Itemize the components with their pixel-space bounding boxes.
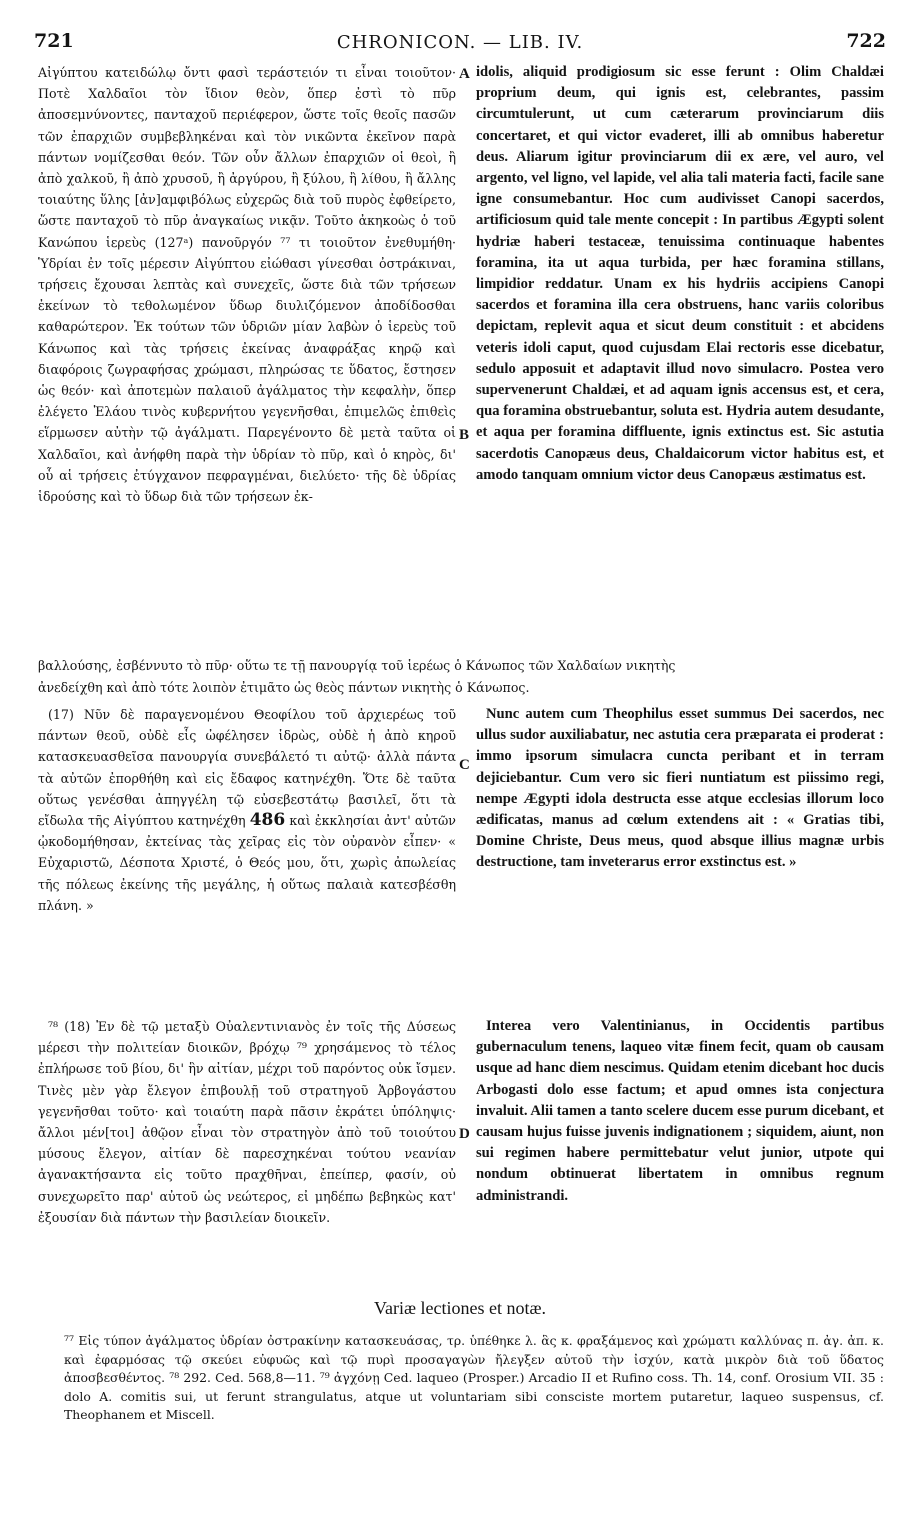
greek-paragraph-1: Αἰγύπτου κατειδώλῳ ὄντι φασὶ τεράστειόν τι εἶναι τοιοῦτον· Ποτὲ Χαλδαῖοι τὸν ἴδιον θεὸν, ὅπερ ἐστὶ τὸ πῦρ ἀποσεμνύνοντες, πανταχοῦ περιέφερον, ὥστε τοῖς θεοῖς πασῶν τῶν ἐπαρχιῶν συμβεβληκέναι καὶ τὸν νικῶντα ἐκεῖνον παρὰ πάντων νομίζεσθαι θεόν. Τῶν οὖν ἄλλων ἐπαρχιῶν οἱ θεοὶ, ἢ ἀπὸ χαλκοῦ, ἢ ἀπὸ χρυσοῦ, ἢ ἀργύρου, ἢ ξύλου, ἢ λίθου, ἢ ἄλλης τοιαύτης ὕλης [ἀν]αμφιβόλως εὐχερῶς διὰ τοῦ πυρὸς ἐφθείρετο, ὥστε πανταχοῦ τὸ πῦρ ἀναγκαίως νικᾷν. Τοῦτο ἀκηκοὼς ὁ τοῦ Κανώπου ἱερεὺς (127ᵃ) πανοῦργόν ⁷⁷ τι τοιοῦτον ἐνεθυμήθη· Ὑδρίαι ἐν τοῖς μέρεσιν Αἰγύπτου εἰώθασι γίνεσθαι ὀστράκιναι, τρήσεις ἔχουσαι λεπτὰς καὶ συνεχεῖς, ὥστε διὰ τῶν τρήσεων ἐκείνων τὸ τεθολωμένον ὕδωρ διυλιζόμενον ἀποδίδοσθαι καθαρώτερον. Ἐκ τούτων τῶν ὑδριῶν μίαν λαβὼν ὁ ἱερεὺς τοῦ Κάνωπος καὶ τὰς τρήσεις ἐκείνας ἀναφράξας κηρῷ καὶ διαφόροις ζωγραφήσας χρώμασι, πληρώσας τε ὕδατος, ἔστησεν ὡς θεόν· καὶ ἀποτεμὼν παλαιοῦ ἀγάλματος τὴν κεφαλὴν, ὅπερ ἐλέγετο Ἐλάου τινὸς κυβερνήτου γεγενῆσθαι, ἐπιμελῶς ἐπιθεὶς εἵρμωσεν αὐτὴν τῷ ἀγάλματι. Παρεγένοντο δὲ μετὰ ταῦτα οἱ Χαλδαῖοι, καὶ ἀνήφθη παρὰ τὴν ὑδρίαν τὸ πῦρ, καὶ ὁ κηρὸς, δι' οὗ αἱ τρήσεις ἐτύγχανον πεφραγμέναι, διελύετο· τῆς δὲ ὑδρίας ἱδρούσης καὶ τὸ ὕδωρ διὰ τῶν τρήσεων ἐκ- bbox=[38, 65, 456, 505]
greek-span-line-2: ἀνεδείχθη καὶ ἀπὸ τότε λοιπὸν ἐτιμᾶτο ὡς θεὸς πάντων νικητὴς ὁ Κάνωπος. bbox=[38, 680, 530, 695]
greek-column-block-1 bbox=[38, 62, 456, 507]
latin-paragraph-1: idolis, aliquid prodigiosum sic esse ferunt : Olim Chaldæi proprium deum, qui ignis est, celebrantes, passim circumtulerunt, ut cum cæterarum provinciarum diis concertaret, et qui victor evaderet, illi ab omnibus haberetur deus. Aliarum igitur provinciarum dii ex ære, vel auro, vel argento, vel ligno, vel lapide, vel alia tali materia facti, facile sane igne consumebantur. Hoc cum audivisset Canopi sacerdos, artificiosum quid tale mente concepit : In partibus Ægypti solent hydriæ haberi testaceæ, tenuissima continuaque habentes foramina, ita ut aqua turbida, per hæc foramina stillans, limpidior reddatur. Unam ex his hydriis accipiens Canopi sacerdos et foramina illa cera obstruens, hanc variis coloribus depictam, replevit aqua et sicut deum constituit : et abcidens veteris idoli caput, quod cujusdam Elai rectoris esse dicebatur, sedulo apposuit et adaptavit illud novo simulacro. Postea vero supervenerunt Chaldæi, et ad aquam ignis accensus est, et cera, qua foramina obstruebantur, soluta est. Hydria autem desudante, et aqua per foramina diffluente, ignis extinctus est. Sic astutia sacerdotis Canopæus deus, Chaldaicorum victor habitus est, et amodo tanquam omnium victor deus Canopæus æstimatus est. bbox=[476, 64, 884, 483]
margin-marker-b: B bbox=[459, 427, 470, 443]
latin-column-block-2 bbox=[476, 704, 884, 874]
greek-column-block-2 bbox=[38, 704, 456, 916]
greek-paragraph-2a: (17) Νῦν δὲ παραγενομένου Θεοφίλου τοῦ ἀρχιερέως τοῦ πάντων θεοῦ, οὐδὲ εἷς ὠφέλησεν ἱδρὼς, οὐδὲ ἡ ἀπὸ κηροῦ κατασκευασθεῖσα πανουργία συνεβάλετό τι αὐτῷ· ἀλλὰ πάντα τὰ αὐτῶν ἐπορθήθη καὶ εἰς ἔδαφος κατηνέχθη. Ὅτε δὲ ταῦτα οὕτως γενέσθαι ἀπηγγέλη τῷ εὐσεβεστάτῳ βασιλεῖ, ὅτι τὰ εἴδωλα τῆς Αἰγύπτου κατηνέχθη bbox=[38, 707, 456, 829]
greek-paragraph-3: ⁷⁸ (18) Ἐν δὲ τῷ μεταξὺ Οὐαλεντινιανὸς ἐν τοῖς τῆς Δύσεως μέρεσι τὴν πολιτείαν διοικῶν, βρόχῳ ⁷⁹ χρησάμενος τὸ τέλος ἐπλήρωσε τοῦ βίου, δι' ἣν αἰτίαν, μέχρι τοῦ παρόντος οὐκ ἴσμεν. Τινὲς μὲν γὰρ ἔλεγον ἐπιβουλῇ τοῦ στρατηγοῦ Ἀρβογάστου γεγενῆσθαι τοῦτο· καὶ τοιαύτη παρὰ πᾶσιν ἐκράτει ὑπόληψις· ἄλλοι μέν[τοι] ἀθῷον εἶναι τὸν στρατηγὸν ἀπὸ τοῦ τοιούτου μύσους ἔλεγον, αἰτίαν δὲ παρεσχηκέναι τούτου νεανίαν ἀγανακτήσαντα εἰς τοῦτο πραχθῆναι, ἐπείπερ, φασίν, οὐ συνεχωρεῖτο παρ' αὐτοῦ ὡς νεώτερος, εἰ μηδέπω βεβηκὼς κατ' ἐξουσίαν διὰ πάντων τὴν βασιλείαν διοικεῖν. bbox=[38, 1019, 456, 1225]
latin-paragraph-2: Nunc autem cum Theophilus esset summus Dei sacerdos, nec ullus sudor auxiliabatur, nec astutia cera præparata ei proderat : immo ipsorum simulacra cuncta peribant et in terram dejiciebantur. Cum vero sic fieri nuntiatum est piissimo regi, nempe Ægypti idola destructa esse atque ecclesias illorum loco ædificatas, manus ad cœlum extendens ait : « Gratias tibi, Domine Christe, Deus meus, quod absque illius magnæ urbis destructione, tam inveterarus error exstinctus est. » bbox=[476, 706, 884, 871]
page-number-right: 722 bbox=[846, 30, 886, 52]
notes-title: Variæ lectiones et notæ. bbox=[374, 1298, 546, 1318]
page-number-left: 721 bbox=[34, 30, 74, 52]
latin-paragraph-3: Interea vero Valentinianus, in Occidentis partibus gubernaculum tenens, laqueo vitæ finem fecit, quam ob causam usque ad hanc diem nescimus. Quidam etenim dicebant hoc ducis Arbogasti dolo esse factum; et apud omnes ista conjectura invaluit. Alii tamen a tanto scelere ducem esse purum dicebant, et causam hujus fuisse juvenis indignationem ; siquidem, aiunt, non sui regimen habere permittebatur velut junior, utpote qui nondum obtinuerat libertatem in omnibus regnum administrandi. bbox=[476, 1018, 884, 1204]
greek-paragraph-2b: καὶ ἐκκλησίαι ἀντ' αὐτῶν ᾠκοδομήθησαν, ἐκτείνας τὰς χεῖρας εἰς τὸν οὐρανὸν εἶπεν· « Εὐχαριστῶ, Δέσποτα Χριστέ, ὁ Θεός μου, ὅτι, χωρὶς ἀπωλείας τῆς πόλεως ἐκείνης τῆς μεγάλης, ἡ οὕτως παλαιὰ κατεσβέσθη πλάνη. » bbox=[38, 813, 456, 913]
footnote-text: ⁷⁷ Εἰς τύπον ἀγάλματος ὑδρίαν ὀστρακίνην κατασκευάσας, τρ. ὑπέθηκε λ. ἃς κ. φραξάμενος καὶ χρώματι καλλύνας π. ἀγ. ἀπ. κ. καὶ ἐφαρμόσας τῷ σκεύει εὐφυῶς καὶ τῷ πυρὶ προσαγαγὼν ἤλεγξεν αὐτοῦ τὴν ἰσχύν, κατὰ μικρὸν διὰ τοῦ ὕδατος ἀποσβεσθέντος. ⁷⁸ 292. Ced. 568,8—11. ⁷⁹ ἀγχόνῃ Ced. laqueo (Prosper.) Arcadio II et Rufino coss. Th. 14, conf. Orosium VII. 35 : dolo A. comitis sui, ut ferunt strangulatus, atque ut voluntariam sibi consciste mortem putaretur, laqueo suspensus, cf. Theophanem et Miscell. bbox=[64, 1333, 884, 1423]
page-header bbox=[34, 30, 886, 58]
greek-paragraph-2 bbox=[38, 704, 456, 916]
page-number-bold: 486 bbox=[249, 810, 286, 831]
margin-marker-a: A bbox=[459, 66, 470, 82]
notes-block bbox=[64, 1332, 884, 1425]
latin-column-block-3 bbox=[476, 1016, 884, 1207]
margin-marker-d: D bbox=[459, 1126, 470, 1142]
running-title: CHRONICON. — LIB. IV. bbox=[336, 32, 584, 53]
latin-column-block-1 bbox=[476, 62, 884, 486]
greek-span-line-1: βαλλούσης, ἐσβέννυτο τὸ πῦρ· οὕτω τε τῇ πανουργίᾳ τοῦ ἱερέως ὁ Κάνωπος τῶν Χαλδαίων νικητὴς bbox=[38, 658, 676, 673]
margin-marker-c: C bbox=[459, 757, 470, 773]
greek-column-block-3 bbox=[38, 1016, 456, 1228]
